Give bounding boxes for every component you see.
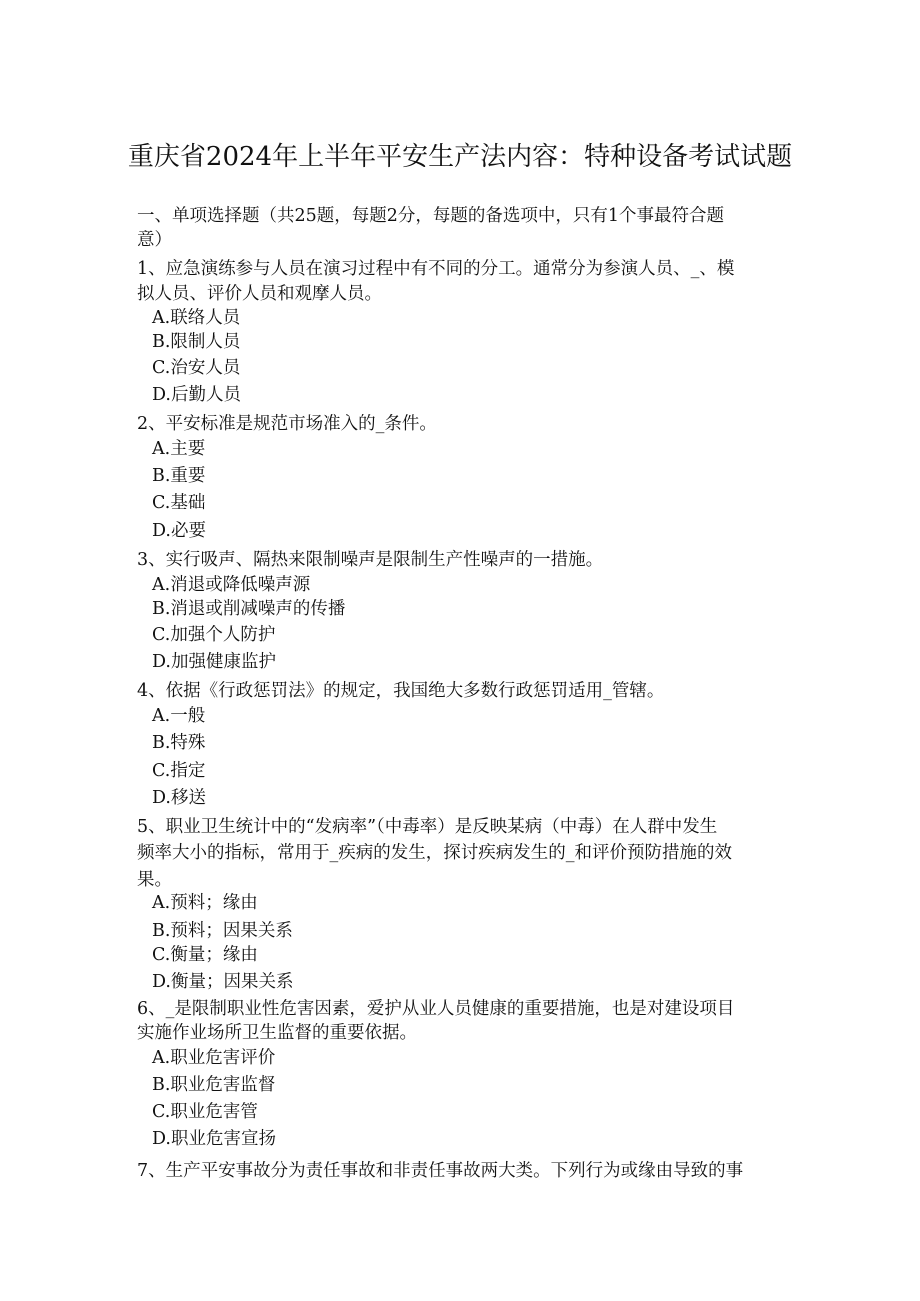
question-stem-line: 2、平安标准是规范市场准入的_条件。 bbox=[137, 414, 437, 434]
answer-option: D.必要 bbox=[152, 521, 206, 541]
answer-option: D.移送 bbox=[152, 788, 206, 808]
answer-option: A.主要 bbox=[152, 439, 206, 459]
question-stem-line: 拟人员、评价人员和观摩人员。 bbox=[137, 284, 382, 304]
answer-option: D.后勤人员 bbox=[152, 385, 241, 405]
answer-option: B.特殊 bbox=[152, 733, 206, 753]
answer-option: B.职业危害监督 bbox=[152, 1075, 276, 1095]
document-title: 重庆省2024年上半年平安生产法内容：特种设备考试试题 bbox=[127, 142, 793, 172]
answer-option: C.加强个人防护 bbox=[152, 625, 276, 645]
section-heading-line: 意） bbox=[137, 230, 172, 250]
answer-option: B.限制人员 bbox=[152, 332, 241, 352]
answer-option: B.预料；因果关系 bbox=[152, 921, 293, 941]
answer-option: B.重要 bbox=[152, 466, 206, 486]
answer-option: A.预料；缘由 bbox=[152, 893, 258, 913]
answer-option: A.职业危害评价 bbox=[152, 1048, 276, 1068]
question-stem-line: 5、职业卫生统计中的“发病率”（中毒率）是反映某病（中毒）在人群中发生 bbox=[137, 817, 718, 837]
answer-option: A.消退或降低噪声源 bbox=[152, 575, 311, 595]
answer-option: D.职业危害宣扬 bbox=[152, 1129, 276, 1149]
question-stem-line: 3、实行吸声、隔热来限制噪声是限制生产性噪声的一措施。 bbox=[137, 550, 604, 570]
answer-option: A.一般 bbox=[152, 706, 206, 726]
answer-option: C.衡量；缘由 bbox=[152, 945, 258, 965]
answer-option: C.治安人员 bbox=[152, 358, 241, 378]
question-stem-line: 果。 bbox=[137, 870, 172, 890]
answer-option: C.职业危害管 bbox=[152, 1102, 258, 1122]
answer-option: C.指定 bbox=[152, 761, 206, 781]
question-stem-line: 实施作业场所卫生监督的重要依据。 bbox=[137, 1023, 417, 1043]
answer-option: A.联络人员 bbox=[152, 308, 241, 328]
question-stem-line: 1、应急演练参与人员在演习过程中有不同的分工。通常分为参演人员、_、模 bbox=[137, 259, 735, 279]
answer-option: D.加强健康监护 bbox=[152, 652, 276, 672]
answer-option: B.消退或削减噪声的传播 bbox=[152, 599, 346, 619]
answer-option: C.基础 bbox=[152, 493, 206, 513]
answer-option: D.衡量；因果关系 bbox=[152, 972, 294, 992]
question-stem-line: 频率大小的指标，常用于_疾病的发生，探讨疾病发生的_和评价预防措施的效 bbox=[137, 843, 732, 863]
section-heading-line: 一、单项选择题（共25题，每题2分，每题的备选项中，只有1个事最符合题 bbox=[137, 206, 725, 226]
question-stem-line: 7、生产平安事故分为责任事故和非责任事故两大类。下列行为或缘由导致的事 bbox=[137, 1161, 744, 1181]
question-stem-line: 6、_是限制职业性危害因素，爱护从业人员健康的重要措施，也是对建设项目 bbox=[137, 999, 735, 1019]
question-stem-line: 4、依据《行政惩罚法》的规定，我国绝大多数行政惩罚适用_管辖。 bbox=[137, 681, 665, 701]
